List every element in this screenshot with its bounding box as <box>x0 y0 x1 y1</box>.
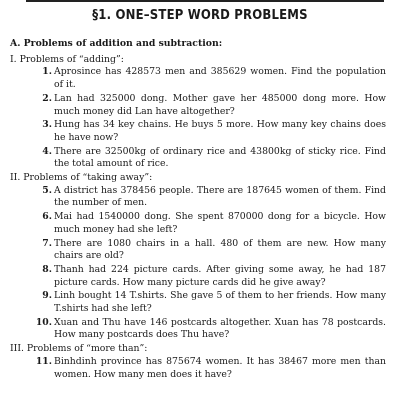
problem-item <box>10 185 386 210</box>
problem-number: 9. <box>42 290 52 302</box>
page-title: §1. ONE–STEP WORD PROBLEMS <box>92 8 308 23</box>
problem-item <box>10 93 386 118</box>
problem-item <box>10 146 386 171</box>
problem-item <box>10 264 386 289</box>
problem-number: 4. <box>42 145 52 157</box>
problem-item <box>10 66 386 91</box>
problem-text: Mai had 1540000 dong. She spent 870000 dong for a bicycle. How much money had she left? <box>54 211 386 235</box>
problem-text: A district has 378456 people. There are 187645 women of them. Find the number of men. <box>54 184 386 209</box>
problem-text: Binhdinh province has 875674 women. It has 38467 more men than women. How many men does it have? <box>54 355 386 380</box>
problem-number: 3. <box>42 119 52 131</box>
problem-item <box>10 290 386 315</box>
problem-number: 7. <box>42 237 52 249</box>
top-rule <box>26 0 384 2</box>
problem-number: 6. <box>42 211 52 223</box>
problem-item <box>10 356 386 381</box>
document-body <box>10 38 386 382</box>
problem-text: Hung has 34 key chains. He buys 5 more. How many key chains does he have now? <box>54 119 386 143</box>
group-heading-more-than: III. Problems of “more than”: <box>10 343 148 355</box>
problem-number: 8. <box>42 263 52 275</box>
problem-number: 2. <box>42 92 52 104</box>
group-heading-taking-away: II. Problems of “taking away”: <box>10 172 153 184</box>
problem-text: Linh bought 14 T.shirts. She gave 5 of them to her friends. How many T.shirts had she left? <box>54 290 386 315</box>
problem-number: 5. <box>42 184 52 196</box>
problem-number: 11. <box>35 355 52 367</box>
problem-text: Aprosince has 428573 men and 385629 women. Find the population of it. <box>54 66 386 91</box>
section-heading-a: A. Problems of addition and subtraction: <box>10 38 223 49</box>
problem-item <box>10 211 386 236</box>
problem-text: Xuan and Thu have 146 postcards altogether. Xuan has 78 postcards. How many postcards does Thu have? <box>54 316 386 341</box>
problem-item <box>10 238 386 263</box>
problem-text: Lan had 325000 dong. Mother gave her 485000 dong more. How much money did Lan have altogether? <box>54 92 386 117</box>
problem-item <box>10 119 386 144</box>
problem-item <box>10 317 386 342</box>
problem-text: There are 32500kg of ordinary rice and 43800kg of sticky rice. Find the total amount of rice. <box>54 145 386 170</box>
problem-number: 10. <box>35 316 52 328</box>
problem-number: 1. <box>42 66 52 78</box>
group-heading-adding: I. Problems of “adding”: <box>10 53 124 65</box>
problem-text: There are 1080 chairs in a hall. 480 of them are new. How many chairs are old? <box>54 237 386 262</box>
problem-text: Thanh had 224 picture cards. After giving some away, he had 187 picture cards. How many picture cards did he give away? <box>54 263 386 288</box>
